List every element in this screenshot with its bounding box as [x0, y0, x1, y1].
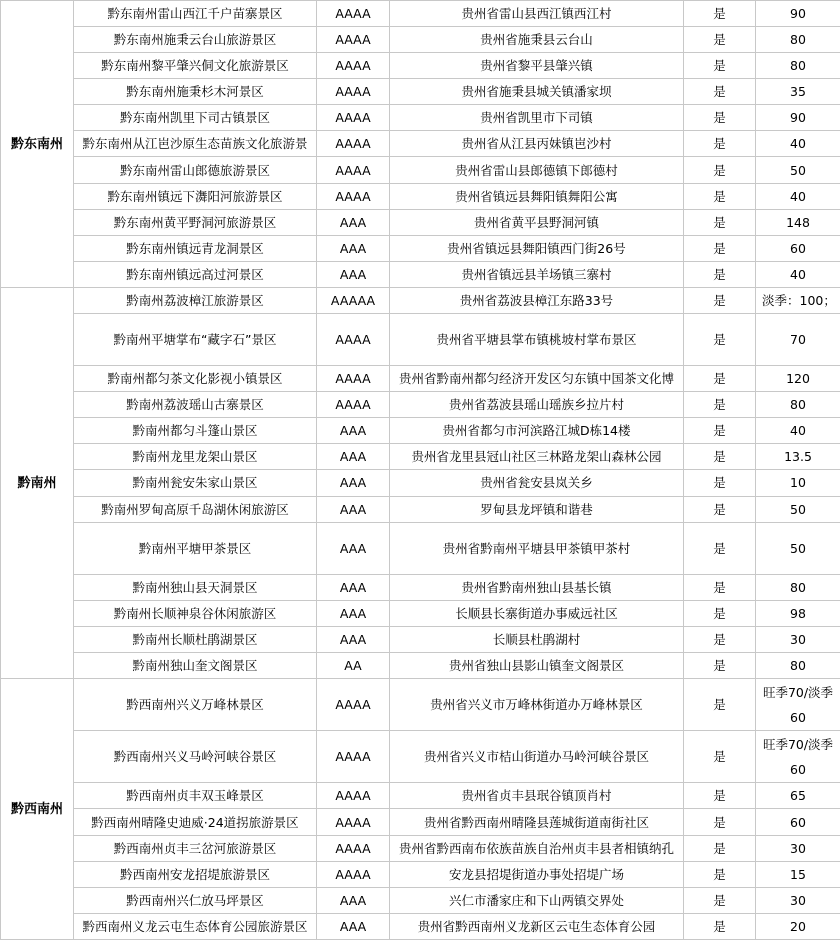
spot-name: 黔东南州镇远高过河景区 — [74, 261, 317, 287]
spot-flag: 是 — [684, 652, 756, 678]
spot-name: 黔东南州从江岜沙原生态苗族文化旅游景 — [74, 131, 317, 157]
spot-address: 贵州省荔波县瑶山瑶族乡拉片村 — [390, 392, 684, 418]
spot-fee: 90 — [756, 105, 840, 131]
spot-grade: AAAA — [317, 731, 390, 783]
spot-flag: 是 — [684, 27, 756, 53]
spot-grade: AAAA — [317, 783, 390, 809]
spot-fee: 30 — [756, 835, 840, 861]
spot-grade: AAA — [317, 574, 390, 600]
spot-name: 黔南州罗甸高原千岛湖休闲旅游区 — [74, 496, 317, 522]
spot-address: 贵州省黎平县肇兴镇 — [390, 53, 684, 79]
spot-fee: 60 — [756, 235, 840, 261]
spot-flag: 是 — [684, 288, 756, 314]
spot-fee: 20 — [756, 913, 840, 939]
spot-flag: 是 — [684, 366, 756, 392]
spot-flag: 是 — [684, 314, 756, 366]
spot-flag: 是 — [684, 209, 756, 235]
spot-address: 贵州省从江县丙妹镇岜沙村 — [390, 131, 684, 157]
spot-address: 贵州省黔西南州义龙新区云屯生态体育公园 — [390, 913, 684, 939]
spot-flag: 是 — [684, 835, 756, 861]
spot-grade: AAAA — [317, 27, 390, 53]
spot-grade: AAAA — [317, 809, 390, 835]
spot-grade: AAA — [317, 470, 390, 496]
spot-grade: AAAA — [317, 835, 390, 861]
spot-name: 黔西南州贞丰双玉峰景区 — [74, 783, 317, 809]
spot-fee: 旺季70/淡季60 — [756, 731, 840, 783]
spot-flag: 是 — [684, 392, 756, 418]
spot-address: 贵州省黔南州独山县基长镇 — [390, 574, 684, 600]
spot-flag: 是 — [684, 913, 756, 939]
spot-name: 黔西南州义龙云屯生态体育公园旅游景区 — [74, 913, 317, 939]
spot-address: 贵州省施秉县云台山 — [390, 27, 684, 53]
spot-name: 黔南州独山奎文阁景区 — [74, 652, 317, 678]
spot-grade: AAAA — [317, 53, 390, 79]
spot-name: 黔东南州黄平野洞河旅游景区 — [74, 209, 317, 235]
spot-fee: 旺季70/淡季60 — [756, 679, 840, 731]
spot-grade: AAA — [317, 261, 390, 287]
spot-address: 贵州省黔西南州晴隆县莲城街道南街社区 — [390, 809, 684, 835]
spot-grade: AAAA — [317, 861, 390, 887]
spot-flag: 是 — [684, 470, 756, 496]
spot-fee: 40 — [756, 418, 840, 444]
spot-flag: 是 — [684, 731, 756, 783]
spot-grade: AAA — [317, 209, 390, 235]
spot-address: 贵州省镇远县舞阳镇舞阳公寓 — [390, 183, 684, 209]
spot-fee: 80 — [756, 392, 840, 418]
spot-grade: AAAA — [317, 679, 390, 731]
spot-grade: AAAA — [317, 79, 390, 105]
spot-fee: 13.5 — [756, 444, 840, 470]
spot-name: 黔南州龙里龙架山景区 — [74, 444, 317, 470]
spot-fee: 80 — [756, 574, 840, 600]
spot-fee: 70 — [756, 314, 840, 366]
spot-address: 贵州省施秉县城关镇潘家坝 — [390, 79, 684, 105]
spot-grade: AAAA — [317, 366, 390, 392]
spot-fee: 80 — [756, 27, 840, 53]
spot-flag: 是 — [684, 157, 756, 183]
spot-fee: 15 — [756, 861, 840, 887]
spot-address: 贵州省雷山县郎德镇下郎德村 — [390, 157, 684, 183]
spot-flag: 是 — [684, 53, 756, 79]
spot-grade: AA — [317, 652, 390, 678]
spot-grade: AAA — [317, 600, 390, 626]
spot-flag: 是 — [684, 418, 756, 444]
spot-name: 黔东南州镇远青龙洞景区 — [74, 235, 317, 261]
spot-flag: 是 — [684, 235, 756, 261]
spot-grade: AAAA — [317, 314, 390, 366]
spot-flag: 是 — [684, 887, 756, 913]
spot-address: 长顺县杜鹃湖村 — [390, 626, 684, 652]
spot-fee: 40 — [756, 183, 840, 209]
spot-address: 罗甸县龙坪镇和谐巷 — [390, 496, 684, 522]
spot-flag: 是 — [684, 574, 756, 600]
spot-fee: 30 — [756, 887, 840, 913]
spot-fee: 65 — [756, 783, 840, 809]
spot-name: 黔南州平塘甲茶景区 — [74, 522, 317, 574]
spot-address: 贵州省瓮安县岚关乡 — [390, 470, 684, 496]
spot-fee: 30 — [756, 626, 840, 652]
spot-grade: AAAA — [317, 157, 390, 183]
spot-name: 黔西南州兴义马岭河峡谷景区 — [74, 731, 317, 783]
spot-grade: AAAA — [317, 105, 390, 131]
spot-grade: AAA — [317, 626, 390, 652]
spot-fee: 50 — [756, 522, 840, 574]
spot-flag: 是 — [684, 600, 756, 626]
spot-fee: 50 — [756, 157, 840, 183]
spot-grade: AAA — [317, 522, 390, 574]
spot-address: 安龙县招堤街道办事处招堤广场 — [390, 861, 684, 887]
spot-address: 贵州省黄平县野洞河镇 — [390, 209, 684, 235]
spot-grade: AAA — [317, 887, 390, 913]
spot-address: 贵州省镇远县羊场镇三寨村 — [390, 261, 684, 287]
spot-grade: AAAA — [317, 392, 390, 418]
spot-address: 贵州省荔波县樟江东路33号 — [390, 288, 684, 314]
spot-name: 黔东南州雷山西江千户苗寨景区 — [74, 1, 317, 27]
spot-name: 黔南州长顺神泉谷休闲旅游区 — [74, 600, 317, 626]
spot-address: 长顺县长寨街道办事威远社区 — [390, 600, 684, 626]
spot-address: 贵州省黔西南布依族苗族自治州贞丰县者相镇纳孔 — [390, 835, 684, 861]
spot-fee: 35 — [756, 79, 840, 105]
region-cell: 黔东南州 — [1, 1, 74, 288]
spot-flag: 是 — [684, 79, 756, 105]
spot-address: 贵州省平塘县掌布镇桃坡村掌布景区 — [390, 314, 684, 366]
spot-fee: 80 — [756, 652, 840, 678]
spot-flag: 是 — [684, 496, 756, 522]
region-cell: 黔南州 — [1, 288, 74, 679]
spot-fee: 148 — [756, 209, 840, 235]
spot-name: 黔南州都匀茶文化影视小镇景区 — [74, 366, 317, 392]
spot-flag: 是 — [684, 809, 756, 835]
spot-name: 黔西南州晴隆史迪威·24道拐旅游景区 — [74, 809, 317, 835]
spot-fee: 90 — [756, 1, 840, 27]
spot-flag: 是 — [684, 783, 756, 809]
spot-address: 贵州省独山县影山镇奎文阁景区 — [390, 652, 684, 678]
spot-grade: AAA — [317, 913, 390, 939]
spot-flag: 是 — [684, 626, 756, 652]
spot-name: 黔南州平塘掌布“藏字石”景区 — [74, 314, 317, 366]
spot-fee: 120 — [756, 366, 840, 392]
spot-name: 黔东南州施秉杉木河景区 — [74, 79, 317, 105]
spot-name: 黔南州都匀斗篷山景区 — [74, 418, 317, 444]
spot-grade: AAA — [317, 444, 390, 470]
spot-name: 黔东南州施秉云台山旅游景区 — [74, 27, 317, 53]
spot-address: 贵州省镇远县舞阳镇西门街26号 — [390, 235, 684, 261]
spot-address: 贵州省贞丰县珉谷镇顶肖村 — [390, 783, 684, 809]
spot-flag: 是 — [684, 131, 756, 157]
spot-grade: AAA — [317, 418, 390, 444]
spot-name: 黔东南州凯里下司古镇景区 — [74, 105, 317, 131]
spot-name: 黔南州长顺杜鹃湖景区 — [74, 626, 317, 652]
spot-flag: 是 — [684, 1, 756, 27]
spot-grade: AAAAA — [317, 288, 390, 314]
spot-flag: 是 — [684, 522, 756, 574]
spot-grade: AAAA — [317, 183, 390, 209]
spot-address: 贵州省黔南州平塘县甲茶镇甲茶村 — [390, 522, 684, 574]
spot-flag: 是 — [684, 261, 756, 287]
spot-flag: 是 — [684, 183, 756, 209]
spot-flag: 是 — [684, 105, 756, 131]
spot-address: 贵州省雷山县西江镇西江村 — [390, 1, 684, 27]
spot-address: 贵州省凯里市下司镇 — [390, 105, 684, 131]
spot-name: 黔东南州黎平肇兴侗文化旅游景区 — [74, 53, 317, 79]
spot-name: 黔西南州兴仁放马坪景区 — [74, 887, 317, 913]
spot-name: 黔西南州贞丰三岔河旅游景区 — [74, 835, 317, 861]
spot-flag: 是 — [684, 861, 756, 887]
spot-fee: 50 — [756, 496, 840, 522]
region-cell: 黔西南州 — [1, 679, 74, 940]
spot-name: 黔东南州雷山郎德旅游景区 — [74, 157, 317, 183]
spot-grade: AAAA — [317, 131, 390, 157]
spot-flag: 是 — [684, 444, 756, 470]
spot-name: 黔西南州兴义万峰林景区 — [74, 679, 317, 731]
spot-fee: 40 — [756, 131, 840, 157]
spot-name: 黔南州独山县天洞景区 — [74, 574, 317, 600]
spot-name: 黔南州荔波瑶山古寨景区 — [74, 392, 317, 418]
spot-grade: AAA — [317, 496, 390, 522]
spot-address: 贵州省黔南州都匀经济开发区匀东镇中国茶文化博 — [390, 366, 684, 392]
spot-fee: 40 — [756, 261, 840, 287]
spot-address: 贵州省都匀市河滨路江城D栋14楼 — [390, 418, 684, 444]
spot-grade: AAAA — [317, 1, 390, 27]
spot-grade: AAA — [317, 235, 390, 261]
spot-flag: 是 — [684, 679, 756, 731]
spot-fee: 60 — [756, 809, 840, 835]
spot-fee: 10 — [756, 470, 840, 496]
spot-name: 黔南州荔波樟江旅游景区 — [74, 288, 317, 314]
spot-fee: 淡季：100； — [756, 288, 840, 314]
spot-address: 贵州省龙里县冠山社区三林路龙架山森林公园 — [390, 444, 684, 470]
spot-name: 黔西南州安龙招堤旅游景区 — [74, 861, 317, 887]
spot-address: 兴仁市潘家庄和下山两镇交界处 — [390, 887, 684, 913]
spot-name: 黔东南州镇远下㵲阳河旅游景区 — [74, 183, 317, 209]
spot-name: 黔南州瓮安朱家山景区 — [74, 470, 317, 496]
spot-fee: 98 — [756, 600, 840, 626]
spot-address: 贵州省兴义市万峰林街道办万峰林景区 — [390, 679, 684, 731]
spot-fee: 80 — [756, 53, 840, 79]
spot-address: 贵州省兴义市桔山街道办马岭河峡谷景区 — [390, 731, 684, 783]
